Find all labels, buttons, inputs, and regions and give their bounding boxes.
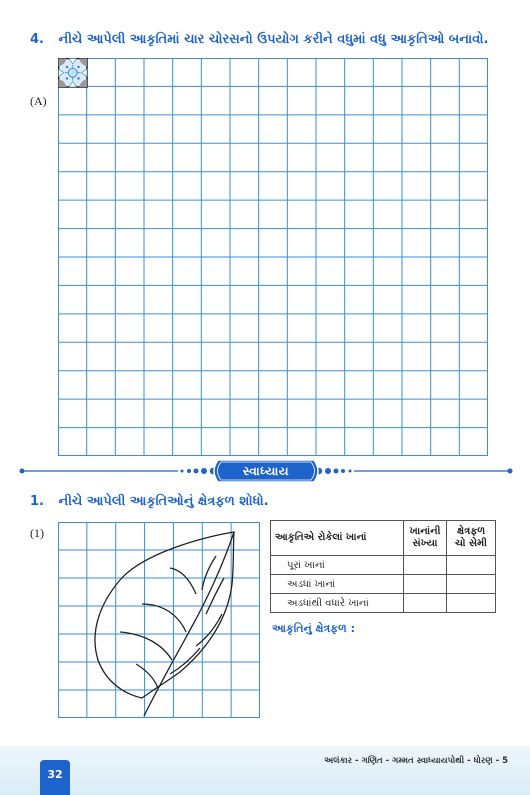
- footer-band: [0, 746, 530, 795]
- answer-cell[interactable]: [404, 575, 447, 594]
- question-number: 1.: [30, 494, 44, 509]
- leaf-grid: [58, 522, 260, 718]
- question-text: નીચે આપેલી આકૃતિઓનું ક્ષેત્રફળ શોધો.: [58, 494, 269, 509]
- footer-text: અલંકાર - ગણિત - ગમ્મત સ્વાધ્યાયપોથી - ધોરણ - 5: [324, 756, 508, 766]
- table-header: આકૃતિએ રોકેલાં ખાનાં: [271, 521, 404, 556]
- answer-cell[interactable]: [447, 556, 496, 575]
- question-number: 4.: [30, 32, 44, 47]
- table-cell: અડધાંથી વધારે ખાનાં: [271, 594, 404, 613]
- table-header-row: [271, 521, 496, 556]
- answer-cell[interactable]: [404, 594, 447, 613]
- area-table: [270, 520, 496, 613]
- section-title: સ્વાધ્યાય: [242, 463, 290, 478]
- square-pattern-figure: [59, 59, 88, 88]
- grid-lines: [58, 522, 260, 718]
- figure-label-1: (1): [30, 526, 44, 540]
- grid-lines: [58, 58, 488, 456]
- question-4: [30, 32, 488, 47]
- answer-cell[interactable]: [447, 575, 496, 594]
- table-cell: પૂરાં ખાનાં: [271, 556, 404, 575]
- table-header: ખાનાંની સંખ્યા: [404, 521, 447, 556]
- area-label: આકૃતિનું ક્ષેત્રફળ :: [272, 622, 355, 635]
- question-1: [30, 494, 269, 509]
- table-row: [271, 594, 496, 613]
- page-number: 32: [40, 760, 70, 795]
- table-row: [271, 575, 496, 594]
- answer-cell[interactable]: [447, 594, 496, 613]
- table-row: [271, 556, 496, 575]
- question-text: નીચે આપેલી આકૃતિમાં ચાર ચોરસનો ઉપયોગ કરીને વધુમાં વધુ આકૃતિઓ બનાવો.: [58, 32, 489, 47]
- figure-label-a: (A): [30, 94, 47, 108]
- answer-cell[interactable]: [404, 556, 447, 575]
- table-header: ક્ષેત્રફળ ચો સેમી: [447, 521, 496, 556]
- drawing-grid: [58, 58, 488, 456]
- table-cell: અડધાં ખાનાં: [271, 575, 404, 594]
